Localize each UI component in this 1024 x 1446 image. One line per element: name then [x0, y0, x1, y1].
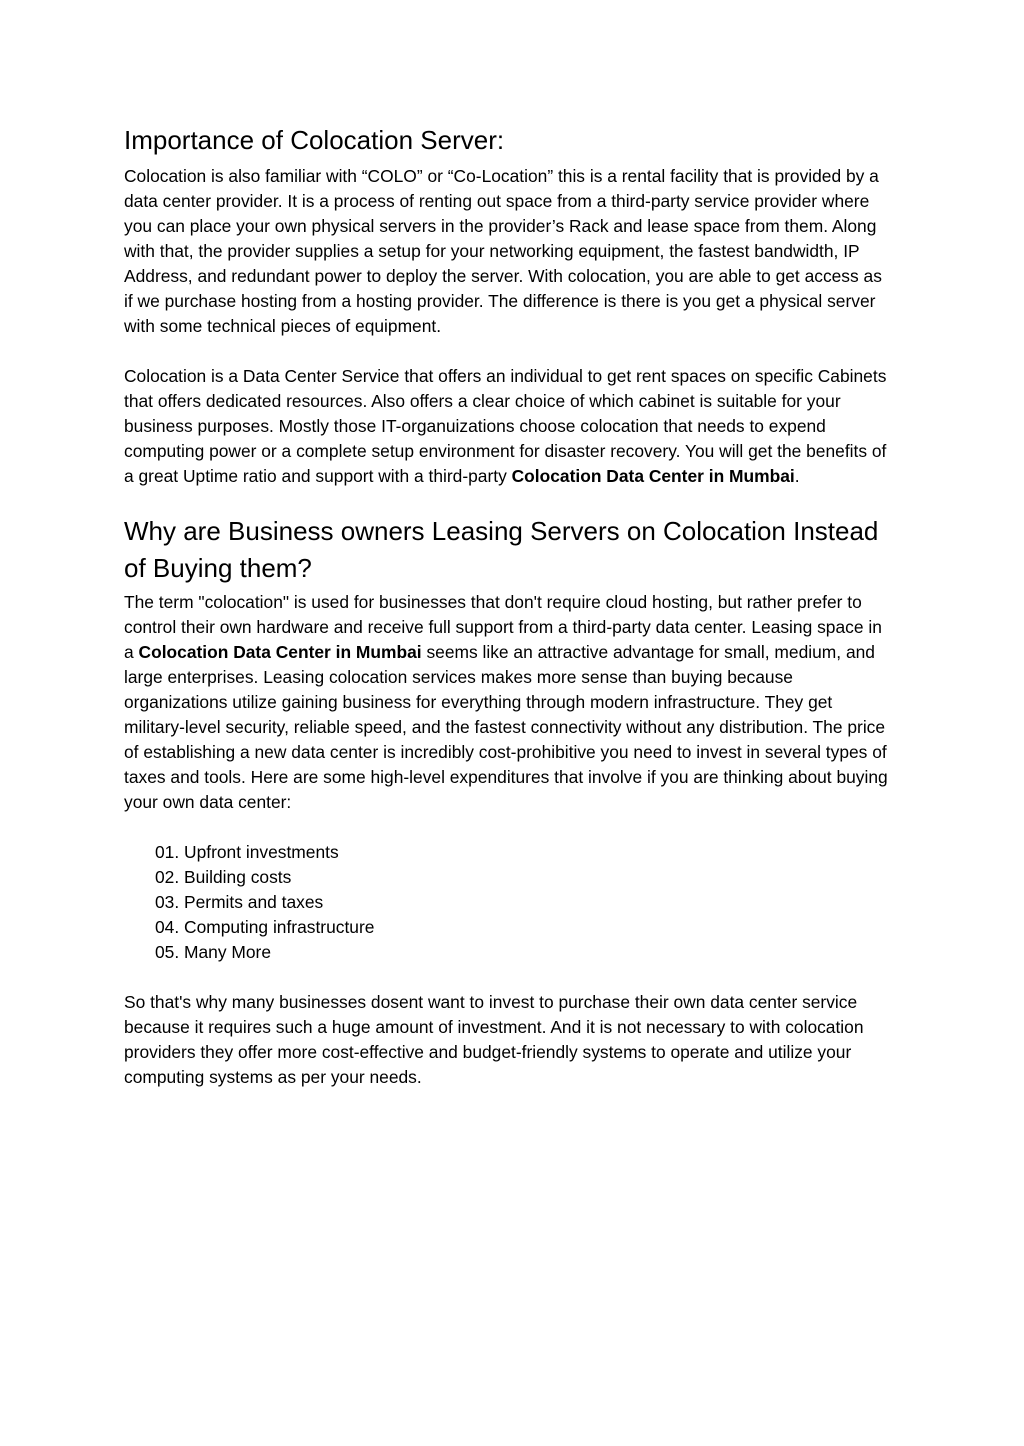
list-item: 02. Building costs — [155, 867, 292, 887]
list-item: 04. Computing infrastructure — [155, 917, 375, 937]
paragraph-text-end: . — [794, 466, 800, 486]
list-item: 03. Permits and taxes — [155, 892, 324, 912]
paragraph-text: Colocation is a Data Center Service that offers an individual to get rent spaces on specific Cabinets that offers dedicated resources. Also offers a clear choice of which cabinet is suitable for your business purposes. Mostly those IT-organuizations choose colocation that needs to expend computing power or a complete setup environment for disaster recovery. You will get the benefits of a great Uptime ratio and support with a third-party — [124, 366, 887, 486]
list-item: 01. Upfront investments — [155, 842, 339, 862]
paragraph-data-center-service — [124, 364, 894, 489]
expenditure-list — [124, 840, 894, 965]
bold-keyword: Colocation Data Center in Mumbai — [138, 642, 422, 662]
section-heading-why-leasing: Why are Business owners Leasing Servers on Colocation Instead of Buying them? — [124, 516, 879, 583]
paragraph-colocation-term — [124, 590, 894, 815]
list-item: 05. Many More — [155, 942, 271, 962]
paragraph-text: The term "colocation" is used for businesses that don't require cloud hosting, but rather prefer to control their own hardware and receive full support from a third-party data center. Leasing space in a — [124, 592, 882, 662]
document-page — [124, 122, 894, 1090]
paragraph-text-end: seems like an attractive advantage for small, medium, and large enterprises. Leasing colocation services makes more sense than buying because organizations utilize gaining business for everything through modern infrastructure. They get military-level security, reliable speed, and the fastest connectivity without any distribution. The price of establishing a new data center is incredibly cost-prohibitive you need to invest in several types of taxes and tools. Here are some high-level expenditures that involve if you are thinking about buying your own data center: — [124, 642, 888, 812]
paragraph-conclusion: So that's why many businesses dosent want to invest to purchase their own data center service because it requires such a huge amount of investment. And it is not necessary to with colocation providers they offer more cost-effective and budget-friendly systems to operate and utilize your computing systems as per your needs. — [124, 992, 864, 1087]
bold-keyword: Colocation Data Center in Mumbai — [511, 466, 795, 486]
section-heading-importance: Importance of Colocation Server: — [124, 125, 505, 155]
paragraph-colocation-definition: Colocation is also familiar with “COLO” or “Co-Location” this is a rental facility that is provided by a data center provider. It is a process of renting out space from a third-party service provider where you can place your own physical servers in the provider’s Rack and lease space from them. Along with that, the provider supplies a setup for your networking equipment, the fastest bandwidth, IP Address, and redundant power to deploy the server. With colocation, you are able to get access as if we purchase hosting from a hosting provider. The difference is there is you get a physical server with some technical pieces of equipment. — [124, 166, 882, 336]
